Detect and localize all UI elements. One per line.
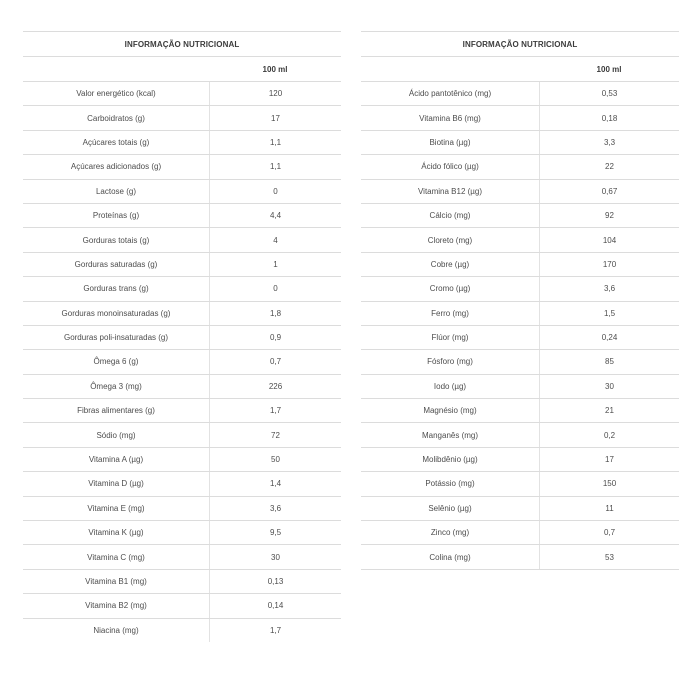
nutrient-label: Manganês (mg) xyxy=(361,423,540,446)
table-row xyxy=(361,106,679,130)
nutrient-label: Fibras alimentares (g) xyxy=(23,399,210,422)
table-row xyxy=(23,423,341,447)
nutrient-value: 21 xyxy=(605,406,614,416)
table-row xyxy=(23,350,341,374)
nutrient-value: 4,4 xyxy=(269,211,282,221)
nutrient-value: 1,4 xyxy=(269,479,282,489)
nutrient-label: Açúcares adicionados (g) xyxy=(23,155,210,178)
nutrient-value: 17 xyxy=(605,455,614,465)
nutrient-label: Gorduras poli-insaturadas (g) xyxy=(23,326,210,349)
nutrient-label: Magnésio (mg) xyxy=(361,399,540,422)
unit-header: 100 ml xyxy=(262,64,288,74)
table-row xyxy=(361,545,679,569)
nutrient-value: 0,24 xyxy=(601,333,618,343)
table-row xyxy=(361,350,679,374)
nutrient-label: Sódio (mg) xyxy=(23,423,210,446)
nutrient-label: Lactose (g) xyxy=(23,180,210,203)
table-row xyxy=(23,180,341,204)
table-row xyxy=(23,302,341,326)
nutrient-label: Ácido pantotênico (mg) xyxy=(361,82,540,105)
nutrient-value: 85 xyxy=(605,357,614,367)
nutrient-value: 92 xyxy=(605,211,614,221)
nutrient-label: Vitamina D (µg) xyxy=(23,472,210,495)
nutrient-value: 3,6 xyxy=(603,284,616,294)
table-row xyxy=(23,472,341,496)
table-title: INFORMAÇÃO NUTRICIONAL xyxy=(361,31,679,57)
table-row xyxy=(23,521,341,545)
nutrient-value: 1,5 xyxy=(603,308,616,318)
table-row xyxy=(361,277,679,301)
nutrient-value: 0,67 xyxy=(601,186,618,196)
nutrient-value: 0,53 xyxy=(601,89,618,99)
nutrient-label: Ômega 6 (g) xyxy=(23,350,210,373)
nutrient-value: 4 xyxy=(273,235,278,245)
nutrient-value: 120 xyxy=(268,89,283,99)
nutrient-label: Cromo (µg) xyxy=(361,277,540,300)
table-row xyxy=(361,302,679,326)
table-row xyxy=(361,82,679,106)
nutrient-label: Gorduras monoinsaturadas (g) xyxy=(23,302,210,325)
nutrient-value: 0,9 xyxy=(269,333,282,343)
nutrient-value: 0,7 xyxy=(269,357,282,367)
nutrient-value: 30 xyxy=(271,552,280,562)
nutrient-label: Vitamina E (mg) xyxy=(23,497,210,520)
nutrient-value: 0,14 xyxy=(267,601,284,611)
nutrient-value: 0 xyxy=(273,186,278,196)
table-row xyxy=(361,472,679,496)
nutrient-value: 17 xyxy=(271,113,280,123)
table-row xyxy=(23,82,341,106)
nutrient-label: Iodo (µg) xyxy=(361,375,540,398)
nutrient-value: 72 xyxy=(271,430,280,440)
nutrient-label: Gorduras trans (g) xyxy=(23,277,210,300)
nutrient-value: 53 xyxy=(605,552,614,562)
table-row xyxy=(361,423,679,447)
nutrient-label: Cloreto (mg) xyxy=(361,228,540,251)
nutrient-value: 1,8 xyxy=(269,308,282,318)
nutrient-value: 1,1 xyxy=(269,162,282,172)
nutrient-label: Vitamina K (µg) xyxy=(23,521,210,544)
nutrient-label: Proteínas (g) xyxy=(23,204,210,227)
table-row xyxy=(23,277,341,301)
nutrient-label: Ácido fólico (µg) xyxy=(361,155,540,178)
nutrient-value: 22 xyxy=(605,162,614,172)
nutrient-label: Colina (mg) xyxy=(361,545,540,568)
nutrient-label: Cálcio (mg) xyxy=(361,204,540,227)
nutrition-table-right xyxy=(361,31,679,570)
nutrient-value: 50 xyxy=(271,455,280,465)
nutrient-label: Molibdênio (µg) xyxy=(361,448,540,471)
nutrient-label: Valor energético (kcal) xyxy=(23,82,210,105)
table-row xyxy=(23,545,341,569)
nutrient-value: 150 xyxy=(602,479,617,489)
nutrient-value: 170 xyxy=(602,259,617,269)
nutrient-value: 0 xyxy=(273,284,278,294)
nutrient-label: Vitamina B12 (µg) xyxy=(361,180,540,203)
table-row xyxy=(361,521,679,545)
table-row xyxy=(23,253,341,277)
nutrient-value: 0,18 xyxy=(601,113,618,123)
nutrient-label: Vitamina B2 (mg) xyxy=(23,594,210,617)
table-row xyxy=(361,375,679,399)
table-title: INFORMAÇÃO NUTRICIONAL xyxy=(23,31,341,57)
nutrient-value: 0,2 xyxy=(603,430,616,440)
nutrient-value: 9,5 xyxy=(269,528,282,538)
table-row xyxy=(361,155,679,179)
table-row xyxy=(23,399,341,423)
nutrient-value: 1,7 xyxy=(269,625,282,635)
table-row xyxy=(23,594,341,618)
table-row xyxy=(361,253,679,277)
table-row xyxy=(23,497,341,521)
nutrient-value: 1,7 xyxy=(269,406,282,416)
nutrient-value: 0,13 xyxy=(267,577,284,586)
nutrient-label: Açúcares totais (g) xyxy=(23,131,210,154)
table-row xyxy=(23,106,341,130)
table-row xyxy=(361,180,679,204)
nutrient-label: Potássio (mg) xyxy=(361,472,540,495)
nutrient-label: Carboidratos (g) xyxy=(23,106,210,129)
nutrient-value: 3,3 xyxy=(603,137,616,147)
table-row xyxy=(23,570,341,594)
unit-header-row xyxy=(361,57,679,82)
nutrient-label: Ômega 3 (mg) xyxy=(23,375,210,398)
nutrient-label: Vitamina B1 (mg) xyxy=(23,570,210,593)
table-row xyxy=(361,228,679,252)
table-row xyxy=(23,155,341,179)
table-row xyxy=(23,619,341,642)
nutrient-label: Flúor (mg) xyxy=(361,326,540,349)
nutrient-label: Biotina (µg) xyxy=(361,131,540,154)
table-row xyxy=(23,326,341,350)
unit-header: 100 ml xyxy=(596,64,622,74)
nutrient-label: Selênio (µg) xyxy=(361,497,540,520)
nutrient-label: Fósforo (mg) xyxy=(361,350,540,373)
nutrient-label: Cobre (µg) xyxy=(361,253,540,276)
table-body xyxy=(23,82,341,642)
nutrient-label: Niacina (mg) xyxy=(23,619,210,642)
nutrient-label: Zinco (mg) xyxy=(361,521,540,544)
nutrient-label: Vitamina B6 (mg) xyxy=(361,106,540,129)
nutrient-value: 30 xyxy=(605,381,614,391)
table-body xyxy=(361,82,679,570)
nutrient-label: Gorduras totais (g) xyxy=(23,228,210,251)
table-row xyxy=(361,131,679,155)
table-row xyxy=(361,399,679,423)
table-row xyxy=(23,228,341,252)
table-row xyxy=(23,131,341,155)
nutrient-value: 1,1 xyxy=(269,137,282,147)
nutrient-value: 104 xyxy=(602,235,617,245)
nutrient-value: 1 xyxy=(273,259,278,269)
table-row xyxy=(23,204,341,228)
nutrition-table-left xyxy=(23,31,341,642)
nutrient-label: Vitamina C (mg) xyxy=(23,545,210,568)
table-row xyxy=(361,326,679,350)
unit-header-row xyxy=(23,57,341,82)
table-row xyxy=(361,204,679,228)
nutrient-value: 226 xyxy=(268,381,283,391)
nutrient-label: Vitamina A (µg) xyxy=(23,448,210,471)
table-row xyxy=(361,497,679,521)
table-row xyxy=(361,448,679,472)
table-row xyxy=(23,448,341,472)
nutrient-label: Ferro (mg) xyxy=(361,302,540,325)
nutrient-value: 11 xyxy=(605,503,614,513)
nutrient-label: Gorduras saturadas (g) xyxy=(23,253,210,276)
nutrient-value: 3,6 xyxy=(269,503,282,513)
nutrient-value: 0,7 xyxy=(603,528,616,538)
table-row xyxy=(23,375,341,399)
